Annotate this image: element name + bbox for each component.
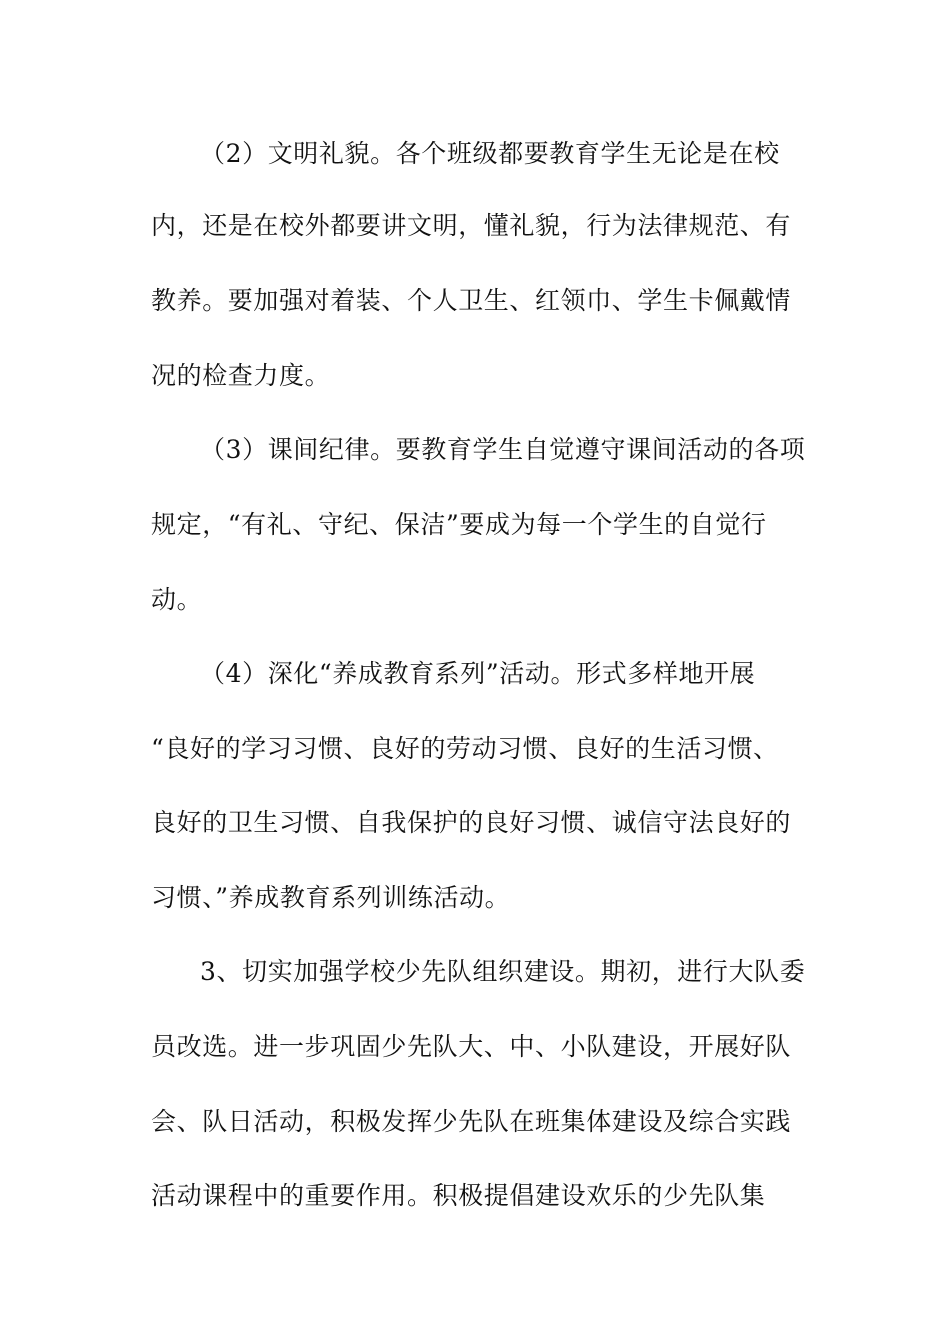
text-line: 规定，“有礼、守纪、保洁”要成为每一个学生的自觉行 xyxy=(151,510,767,539)
text-line: 动。 xyxy=(151,585,203,614)
text-line: 内，还是在校外都要讲文明，懂礼貌，行为法律规范、有 xyxy=(151,211,792,240)
text-line: （4）深化“养成教育系列”活动。形式多样地开展 xyxy=(200,659,756,688)
text-line: 况的检查力度。 xyxy=(151,361,331,390)
text-line: 会、队日活动，积极发挥少先队在班集体建设及综合实践 xyxy=(151,1107,792,1136)
text-line: “良好的学习习惯、良好的劳动习惯、良好的生活习惯、 xyxy=(151,734,779,763)
text-line: 活动课程中的重要作用。积极提倡建设欢乐的少先队集 xyxy=(151,1181,766,1210)
text-line: 员改选。进一步巩固少先队大、中、小队建设，开展好队 xyxy=(151,1032,792,1061)
text-line: 良好的卫生习惯、自我保护的良好习惯、诚信守法良好的 xyxy=(151,808,792,837)
text-line: 3、切实加强学校少先队组织建设。期初，进行大队委 xyxy=(200,957,806,986)
text-line: 教养。要加强对着装、个人卫生、红领巾、学生卡佩戴情 xyxy=(151,286,792,315)
text-line: 习惯、”养成教育系列训练活动。 xyxy=(151,883,511,912)
text-line: （2）文明礼貌。各个班级都要教育学生无论是在校 xyxy=(200,139,780,168)
text-line: （3）课间纪律。要教育学生自觉遵守课间活动的各项 xyxy=(200,435,806,464)
